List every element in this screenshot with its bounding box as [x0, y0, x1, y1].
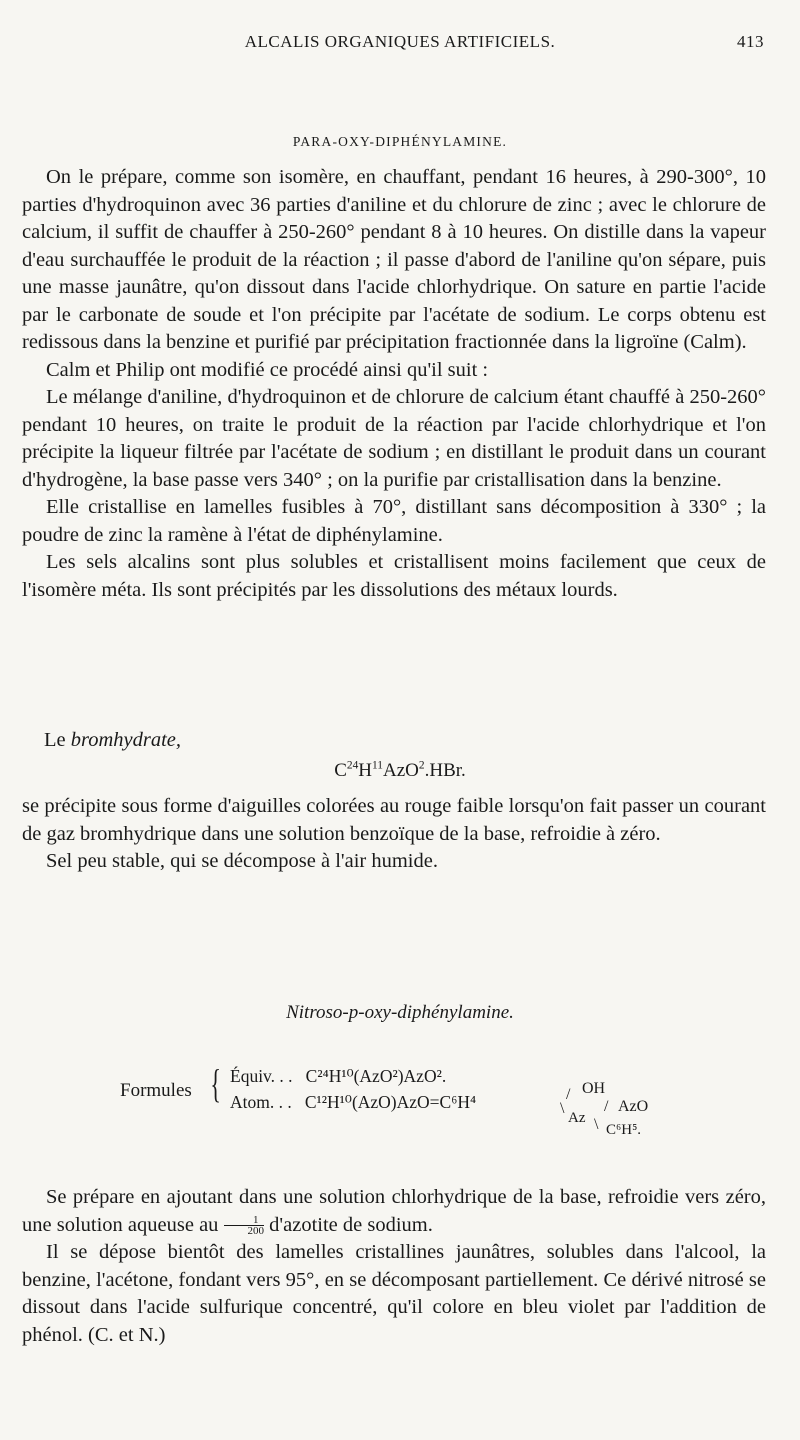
fraction-numerator: 1 [224, 1215, 265, 1226]
formula-part: .HBr. [424, 760, 466, 781]
running-title: ALCALIS ORGANIQUES ARTIFICIELS. [244, 32, 556, 51]
bromhydrate-heading [44, 729, 181, 752]
formulas-label: Formules [120, 1080, 192, 1101]
running-header [0, 32, 800, 58]
paragraph: Elle cristallise en lamelles fusibles à 70°, distillant sans décomposition à 330° ; la poudre de zinc la ramène à l'état de diphénylamine. [22, 496, 766, 546]
paragraph: Sel peu stable, qui se décompose à l'air humide. [46, 850, 438, 872]
body-paragraphs-3 [22, 1184, 766, 1349]
formula-part: AzO [383, 760, 419, 781]
paragraph: Calm et Philip ont modifié ce procédé ainsi qu'il suit : [46, 358, 489, 381]
bond-c6h5-icon: \ [594, 1116, 599, 1133]
body-paragraphs-1 [22, 164, 766, 604]
atom-label: Atom. . . [230, 1092, 292, 1112]
paragraph: Il se dépose bientôt des lamelles cristallines jaunâtres, solubles dans l'alcool, la benzine, l'acétone, fondant vers 95°, en se décomposant partiellement. Ce dérivé nitrosé se dissout dans l'acide sulfurique concentré, qu'il colore en bleu violet par l'addition de phénol. (C. et N.) [22, 1241, 766, 1346]
formula-sup: 24 [346, 759, 359, 772]
bromhydrate-prefix: Le [44, 729, 66, 751]
body-paragraphs-2 [22, 793, 766, 876]
equiv-row [230, 1066, 446, 1087]
paragraph [22, 1184, 766, 1239]
oh-group: OH [582, 1080, 606, 1097]
paragraph-text: d'azotite de sodium. [269, 1213, 433, 1236]
paragraph: Les sels alcalins sont plus solubles et cristallisent moins facilement que ceux de l'isomère méta. Ils sont précipités par les dissolutions des métaux lourds. [22, 551, 766, 601]
formula-sup: 11 [372, 759, 383, 772]
azo-group: AzO [618, 1098, 649, 1115]
c6h5-group: C⁶H⁵. [606, 1122, 642, 1138]
formula-part: C [334, 760, 347, 781]
paragraph-text: Se prépare en ajoutant dans une solution chlorhydrique de la base, refroidie vers zéro, une solution aqueuse au [22, 1186, 766, 1236]
bond-down-icon: \ [560, 1100, 565, 1117]
section-title: PARA-OXY-DIPHÉNYLAMINE. [292, 134, 508, 149]
nitroso-title: Nitroso-p-oxy-diphénylamine. [286, 1002, 514, 1023]
paragraph: Le mélange d'aniline, d'hydroquinon et de chlorure de calcium étant chauffé à 250-260° pendant 10 heures, on traite le produit de la réaction par l'acide chlorhydrique et l'on précipite la liqueur filtrée par l'acétate de sodium ; en distillant le produit dans un courant d'hydrogène, la base passe vers 340° ; on la purifie par cristallisation dans la benzine. [22, 386, 766, 491]
bond-azo-icon: / [604, 1098, 609, 1115]
page-number: 413 [737, 32, 764, 51]
bromhydrate-name: bromhydrate, [70, 729, 182, 751]
fraction-denominator: 200 [247, 1225, 265, 1238]
paragraph: se précipite sous forme d'aiguilles colorées au rouge faible lorsqu'on fait passer un courant de gaz bromhydrique dans une solution benzoïque de la base, refroidie à zéro. [22, 795, 766, 845]
brace-icon: { [210, 1061, 221, 1106]
fraction [224, 1215, 265, 1236]
bromhydrate-formula [0, 760, 800, 782]
formula-sup: 2 [418, 759, 425, 772]
az-group: Az [568, 1110, 586, 1126]
atom-row [230, 1092, 476, 1113]
bond-up-icon: / [566, 1086, 571, 1103]
atom-formula: C¹²H¹⁰(AzO)AzO=C⁶H⁴ [304, 1092, 477, 1112]
paragraph: On le prépare, comme son isomère, en chauffant, pendant 16 heures, à 290-300°, 10 parties d'hydroquinon avec 36 parties d'aniline et du chlorure de zinc ; avec le chlorure de calcium, il suffit de chauffer à 250-260° pendant 8 à 10 heures. On distille dans la vapeur d'eau surchauffée le produit de la réaction ; il passe d'abord de l'aniline qu'on sépare, puis une masse jaunâtre, qu'on dissout dans l'acide chlorhydrique. On sature en partie l'acide par le carbonate de soude et l'on précipite par l'acétate de sodium. Le corps obtenu est redissous dans la benzine et purifié par précipitation fractionnée dans la ligroïne (Calm). [22, 166, 766, 353]
formula-part: H [358, 760, 373, 781]
equiv-label: Équiv. . . [230, 1066, 293, 1086]
equiv-formula: C²⁴H¹⁰(AzO²)AzO². [305, 1066, 447, 1086]
formulas-block [120, 1058, 720, 1148]
